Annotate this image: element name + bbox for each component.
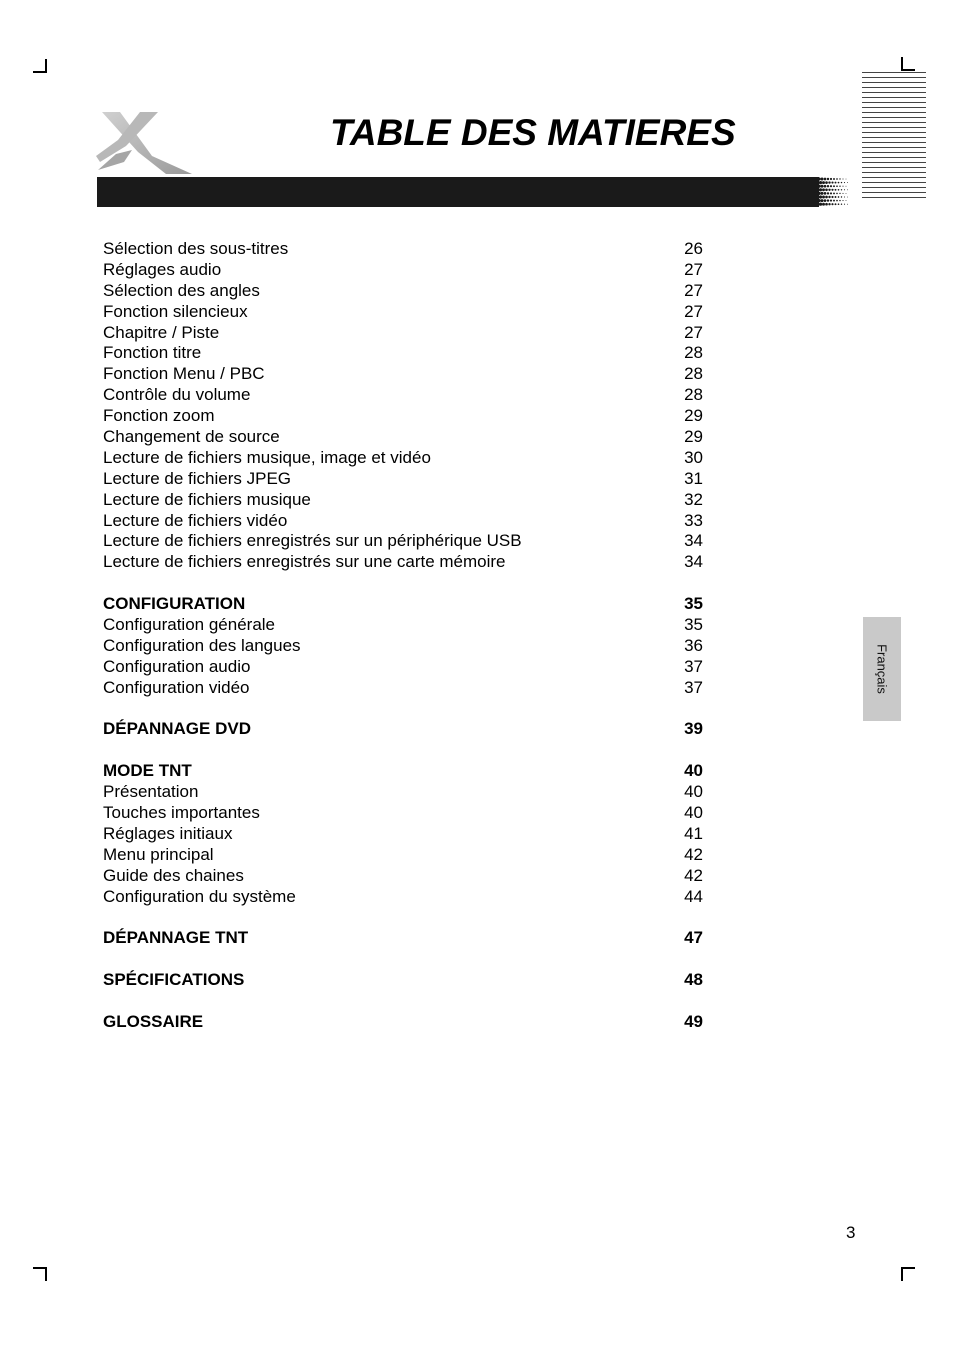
crop-mark-top-left	[33, 59, 47, 73]
toc-entry-page: 28	[684, 385, 703, 405]
toc-entry-page: 36	[684, 635, 703, 655]
toc-entry-label: Configuration vidéo	[103, 677, 250, 697]
decorative-lines	[862, 72, 926, 202]
language-tab	[863, 617, 901, 721]
decorative-line	[862, 122, 926, 123]
toc-entry-page: 27	[684, 301, 703, 321]
toc-entry-page: 37	[684, 656, 703, 676]
toc-entry-label: Configuration audio	[103, 656, 251, 676]
toc-spacer	[103, 699, 703, 720]
toc-entry	[103, 406, 703, 427]
toc-entry	[103, 845, 703, 866]
toc-section-heading	[103, 761, 703, 782]
decorative-line	[862, 97, 926, 98]
decorative-line	[862, 77, 926, 78]
toc-entry-page: 42	[684, 865, 703, 885]
toc-entry-page: 32	[684, 489, 703, 509]
toc-entry-page: 33	[684, 510, 703, 530]
toc-entry-page: 34	[684, 531, 703, 551]
toc-entry-page: 27	[684, 280, 703, 300]
toc-entry-label: Fonction zoom	[103, 406, 215, 426]
toc-entry-page: 31	[684, 468, 703, 488]
toc-entry	[103, 803, 703, 824]
decorative-line	[862, 162, 926, 163]
toc-section-heading	[103, 594, 703, 615]
language-tab-label: Français	[874, 644, 890, 694]
toc-entry-label: SPÉCIFICATIONS	[103, 970, 245, 990]
toc-entry	[103, 239, 703, 260]
toc-entry	[103, 323, 703, 344]
toc-entry-page: 29	[684, 427, 703, 447]
decorative-line	[862, 117, 926, 118]
toc-entry-label: Réglages audio	[103, 259, 222, 279]
toc-entry-label: Lecture de fichiers musique, image et vidéo	[103, 447, 431, 467]
decorative-line	[862, 147, 926, 148]
header-bar	[97, 177, 849, 207]
toc-entry	[103, 469, 703, 490]
toc-entry-label: Contrôle du volume	[103, 385, 251, 405]
toc-entry-label: Fonction Menu / PBC	[103, 364, 265, 384]
decorative-line	[862, 172, 926, 173]
toc-spacer	[103, 573, 703, 594]
toc-spacer	[103, 908, 703, 929]
toc-entry	[103, 678, 703, 699]
toc-entry	[103, 824, 703, 845]
toc-entry	[103, 615, 703, 636]
toc-entry	[103, 260, 703, 281]
toc-entry	[103, 531, 703, 552]
toc-entry-label: Lecture de fichiers enregistrés sur un périphérique USB	[103, 531, 522, 551]
toc-entry-page: 35	[684, 594, 703, 614]
toc-entry-label: Lecture de fichiers musique	[103, 489, 311, 509]
crop-mark-bottom-right	[901, 1267, 915, 1281]
toc-section-heading	[103, 928, 703, 949]
toc-entry	[103, 427, 703, 448]
toc-entry-label: CONFIGURATION	[103, 594, 246, 614]
toc-entry-label: Menu principal	[103, 844, 214, 864]
toc-entry	[103, 887, 703, 908]
decorative-line	[862, 92, 926, 93]
toc-spacer	[103, 991, 703, 1012]
toc-entry	[103, 385, 703, 406]
decorative-line	[862, 127, 926, 128]
decorative-line	[862, 132, 926, 133]
decorative-line	[862, 152, 926, 153]
decorative-line	[862, 157, 926, 158]
decorative-line	[862, 142, 926, 143]
decorative-line	[862, 112, 926, 113]
toc-entry-page: 40	[684, 782, 703, 802]
toc-section-heading	[103, 719, 703, 740]
decorative-line	[862, 137, 926, 138]
crop-mark-top-right	[901, 57, 915, 71]
toc-entry-label: MODE TNT	[103, 761, 192, 781]
decorative-line	[862, 177, 926, 178]
toc-entry-label: Fonction silencieux	[103, 301, 248, 321]
toc-entry-label: GLOSSAIRE	[103, 1011, 204, 1031]
toc-section-heading	[103, 1012, 703, 1033]
decorative-line	[862, 72, 926, 73]
crop-mark-bottom-left	[33, 1267, 47, 1281]
toc-entry-label: Sélection des sous-titres	[103, 239, 289, 258]
toc-entry-page: 37	[684, 677, 703, 697]
toc-entry	[103, 448, 703, 469]
toc-entry	[103, 490, 703, 511]
toc-entry-label: Fonction titre	[103, 343, 202, 363]
toc-entry-page: 30	[684, 447, 703, 467]
toc-entry-label: Guide des chaines	[103, 865, 244, 885]
toc-entry-label: Configuration générale	[103, 615, 276, 635]
toc-entry-page: 39	[684, 719, 703, 739]
toc-entry-label: Lecture de fichiers JPEG	[103, 468, 292, 488]
toc-spacer	[103, 949, 703, 970]
toc-entry-label: Configuration des langues	[103, 635, 301, 655]
toc-entry	[103, 281, 703, 302]
toc-entry-page: 47	[684, 928, 703, 948]
toc-entry-page: 44	[684, 886, 703, 906]
toc-entry-page: 34	[684, 552, 703, 572]
page-title: TABLE DES MATIERES	[330, 112, 736, 153]
toc-entry-page: 26	[684, 239, 703, 258]
toc-entry-label: DÉPANNAGE DVD	[103, 719, 251, 739]
decorative-line	[862, 82, 926, 83]
toc-entry-page: 28	[684, 343, 703, 363]
toc-entry	[103, 364, 703, 385]
toc-entry-page: 41	[684, 823, 703, 843]
toc-entry	[103, 552, 703, 573]
toc-entry-label: DÉPANNAGE TNT	[103, 928, 249, 948]
toc-entry-label: Changement de source	[103, 427, 280, 447]
toc-entry-label: Chapitre / Piste	[103, 322, 220, 342]
toc-entry	[103, 343, 703, 364]
toc-section-heading	[103, 970, 703, 991]
toc-entry-page: 42	[684, 844, 703, 864]
toc-entry-label: Présentation	[103, 782, 199, 802]
toc-entry-page: 27	[684, 322, 703, 342]
decorative-line	[862, 197, 926, 198]
toc-entry	[103, 636, 703, 657]
toc-entry-label: Lecture de fichiers enregistrés sur une carte mémoire	[103, 552, 506, 572]
toc-entry	[103, 782, 703, 803]
toc-entry-label: Lecture de fichiers vidéo	[103, 510, 288, 530]
toc-entry-page: 40	[684, 761, 703, 781]
toc-spacer	[103, 740, 703, 761]
toc-entry-page: 40	[684, 803, 703, 823]
page-number: 3	[846, 1223, 856, 1242]
decorative-line	[862, 107, 926, 108]
decorative-line	[862, 187, 926, 188]
decorative-line	[862, 102, 926, 103]
toc-entry-label: Sélection des angles	[103, 280, 260, 300]
toc-entry-label: Réglages initiaux	[103, 823, 233, 843]
table-of-contents	[103, 239, 703, 1033]
toc-entry	[103, 302, 703, 323]
toc-entry	[103, 657, 703, 678]
toc-entry-page: 49	[684, 1011, 703, 1031]
toc-entry-page: 48	[684, 970, 703, 990]
toc-entry-page: 29	[684, 406, 703, 426]
toc-entry	[103, 511, 703, 532]
decorative-line	[862, 182, 926, 183]
x-brand-logo-icon	[96, 110, 192, 176]
decorative-line	[862, 87, 926, 88]
toc-entry-label: Configuration du système	[103, 886, 296, 906]
toc-entry-page: 35	[684, 615, 703, 635]
decorative-line	[862, 192, 926, 193]
toc-entry	[103, 866, 703, 887]
toc-entry-page: 27	[684, 259, 703, 279]
toc-entry-label: Touches importantes	[103, 803, 260, 823]
decorative-line	[862, 167, 926, 168]
toc-entry-page: 28	[684, 364, 703, 384]
